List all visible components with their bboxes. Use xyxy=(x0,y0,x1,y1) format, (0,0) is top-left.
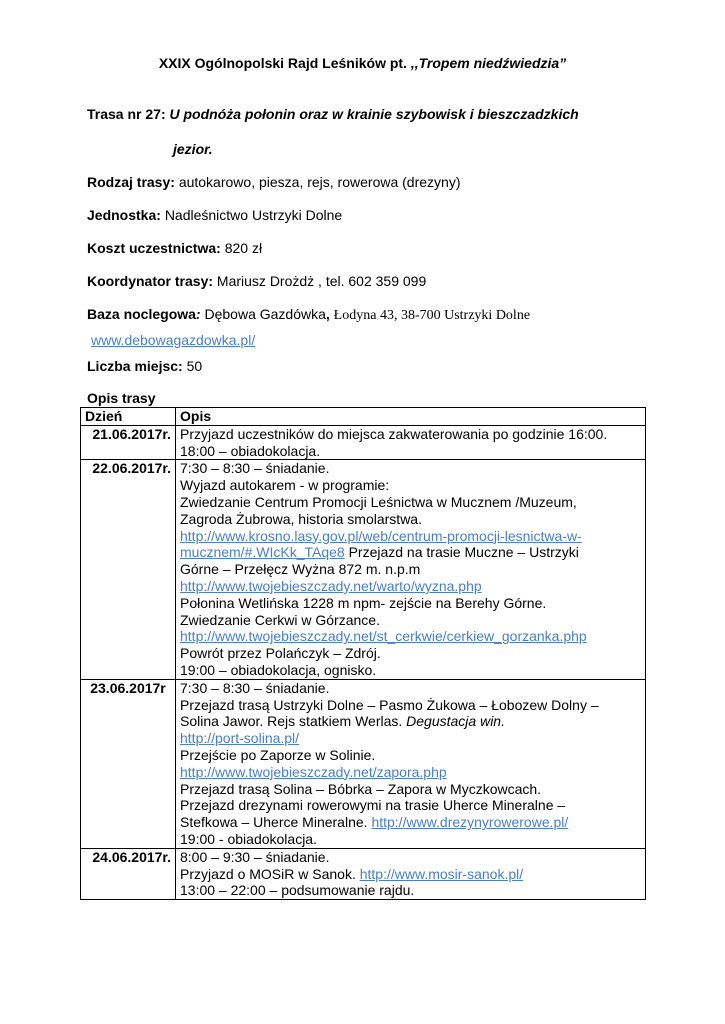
table-row xyxy=(81,679,646,848)
row-day: 21.06.2017r. xyxy=(81,425,176,460)
port-solina-link[interactable]: http://port-solina.pl/ xyxy=(180,730,300,747)
mosir-link[interactable]: http://www.mosir-sanok.pl/ xyxy=(359,865,524,882)
route-name-line2: jezior. xyxy=(173,141,213,157)
row-desc: Przyjazd uczestników do miejsca zakwaterowania po godzinie 16:00. 18:00 – obiadokolacja. xyxy=(176,425,646,460)
lodging-website-link[interactable]: www.debowagazdowka.pl/ xyxy=(91,332,256,348)
drezyny-link[interactable]: http://www.drezynyrowerowe.pl/ xyxy=(371,814,569,831)
cost: Koszt uczestnictwa: 820 zł xyxy=(87,240,263,256)
places: Liczba miejsc: 50 xyxy=(87,358,203,374)
row-day: 22.06.2017r. xyxy=(81,460,176,679)
col-day-header: Dzień xyxy=(81,408,176,426)
col-desc-header: Opis xyxy=(176,408,646,426)
route-table xyxy=(80,407,646,900)
zapora-link[interactable]: http://www.twojebieszczady.net/zapora.php xyxy=(180,763,447,780)
lodging-website xyxy=(91,332,255,348)
krosno-link-cont[interactable]: mucznem/#.WIcKk_TAqe8 xyxy=(180,544,345,561)
table-row xyxy=(81,460,646,679)
gorzanka-link[interactable]: http://www.twojebieszczady.net/st_cerkwie/cerkiew_gorzanka.php xyxy=(180,628,587,645)
table-row xyxy=(81,848,646,899)
unit: Jednostka: Nadleśnictwo Ustrzyki Dolne xyxy=(87,207,343,223)
row-desc: 7:30 – 8:30 – śniadanie. Przejazd trasą Ustrzyki Dolne – Pasmo Żukowa – Łobozew Dolny – Solina Jawor. Rejs statkiem Werlas. Degustacja win. http://port-solina.pl/ Przejście po Zaporze w Solinie. http://www.twojebieszczady.net/zapora.php Przejazd trasą Solina – Bóbrka – Zapora w Myczkowcach. Przejazd drezynami rowerowymi na trasie Uherce Mineralne – Stefkowa – Uherce Mineralne. http://www.drezynyrowerowe.pl/ 19:00 - obiadokolacja. xyxy=(176,679,646,848)
route-type: Rodzaj trasy: autokarowo, piesza, rejs, rowerowa (drezyny) xyxy=(87,174,461,190)
row-day: 23.06.2017r xyxy=(81,679,176,848)
wyzna-link[interactable]: http://www.twojebieszczady.net/warto/wyzna.php xyxy=(180,577,482,594)
document-title: XXIX Ogólnopolski Rajd Leśników pt. ,,Tropem niedźwiedzia” xyxy=(158,55,567,71)
table-row xyxy=(81,425,646,460)
lodging: Baza noclegowa: Dębowa Gazdówka, Łodyna 43, 38-700 Ustrzyki Dolne xyxy=(87,306,531,323)
row-desc: 7:30 – 8:30 – śniadanie. Wyjazd autokarem - w programie: Zwiedzanie Centrum Promocji Leśnictwa w Mucznem /Muzeum, Zagroda Żubrowa, historia smolarstwa. http://www.krosno.lasy.gov.pl/web/centrum-promocji-lesnictwa-w- mucznem/#.WIcKk_TAqe8 Przejazd na trasie Muczne – Ustrzyki Górne – Przełęcz Wyżna 872 m. n.p.m http://www.twojebieszczady.net/warto/wyzna.php Połonina Wetlińska 1228 m npm- zejście na Berehy Górne. Zwiedzanie Cerkwi w Górzance. http://www.twojebieszczady.net/st_cerkwie/cerkiew_gorzanka.php Powrót przez Polańczyk – Zdrój. 19:00 – obiadokolacja, ognisko. xyxy=(176,460,646,679)
route-name-line1: Trasa nr 27: U podnóża połonin oraz w krainie szybowisk i bieszczadzkich xyxy=(87,106,579,122)
krosno-link[interactable]: http://www.krosno.lasy.gov.pl/web/centrum-promocji-lesnictwa-w- xyxy=(180,527,582,544)
row-day: 24.06.2017r. xyxy=(81,848,176,899)
description-heading: Opis trasy xyxy=(87,390,156,406)
table-header-row xyxy=(81,408,646,426)
coordinator: Koordynator trasy: Mariusz Drożdż , tel. 602 359 099 xyxy=(87,273,427,289)
row-desc: 8:00 – 9:30 – śniadanie. Przyjazd o MOSiR w Sanok. http://www.mosir-sanok.pl/ 13:00 – 22:00 – podsumowanie rajdu. xyxy=(176,848,646,899)
title-quoted: ,,Tropem niedźwiedzia” xyxy=(410,55,567,71)
